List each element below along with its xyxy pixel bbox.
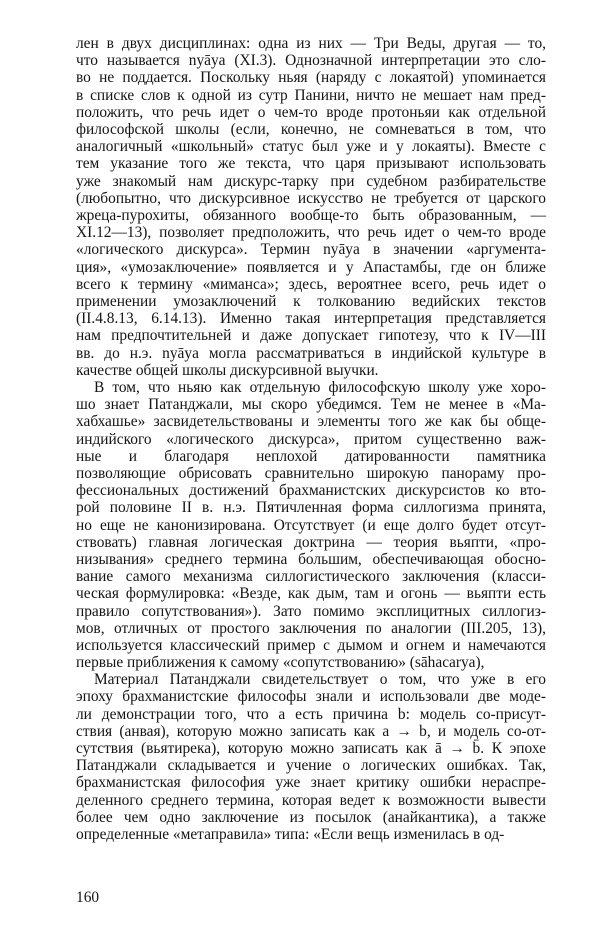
text-line: деленного среднего термина, которая ведет к возможности вывести [76,791,546,809]
text-line: жреца-пурохиты, обязанного вообще-то быть образованным, — [76,207,546,224]
text-line: позволяющие обрисовать сравнительно широкую панораму про- [76,464,546,482]
text-line: нам предпочтительней и даже допускает гипотезу, что к IV—III [76,327,546,345]
text-line: тем указание того же текста, что царя призывают использовать [76,155,546,173]
text-line: ция», «умозаключение» появляется и у Апастамбы, где он ближе [76,258,546,276]
text-line: уже знакомый нам дискурс-тарку при судебном разбирательстве [76,172,546,190]
text-line: но еще не канонизирована. Отсутствует (и еще долго будет отсут- [76,516,546,534]
text-line: аналогичный «школьный» статус был уже и у локаяты). Вместе с [76,138,546,156]
text-line: В том, что ньяю как отдельную философскую школу уже хоро- [94,378,546,396]
text-line: ли демонстрации того, что a есть причина b: модель со-присут- [76,705,546,723]
text-line: вание самого механизма силлогистического заключения (класси- [76,568,546,586]
text-line: более чем одно заключение из посылок (анайкантика), а также [76,808,546,826]
text-line: XI.12—13), позволяет предположить, что речь идет о чем-то вроде [76,224,546,242]
text-line: (любопытно, что дискурсивное искусство не требуется от царского [76,189,546,207]
page-number: 160 [76,889,100,906]
text-line: хабхашье» засвидетельствованы и элементы того же как бы обще- [76,413,546,431]
text-line: лен в двух дисциплинах: одна из них — Три Веды, другая — то, [76,35,546,52]
text-line: вв. до н.э. nyāya могла рассматриваться в индийской культуре в [76,344,546,362]
text-line: ствовать) главная логическая доктрина — теория вьяпти, «про- [76,533,546,551]
text-line: фессиональных достижений брахманистских дискурсистов ко вто- [76,482,546,500]
text-line: применении умозаключений к толкованию ведийских текстов [76,292,546,310]
text-line: Патанджали складывается и учение о логических ошибках. Так, [76,757,546,775]
text-line: шо знает Патанджали, мы скоро убедимся. Тем не менее в «Ма- [76,396,546,414]
text-line: ные и благодаря неплохой датированности памятника [76,447,546,465]
text-line: всего к термину «миманса»; здесь, вероятнее всего, речь идет о [76,275,546,293]
text-line: определенные «метаправила» типа: «Если вещь изменилась в од- [76,826,505,843]
text-line: положить, что речь идет о чем-то вроде протоньяи как отдельной [76,103,546,121]
text-line: первые приближения к самому «сопутствованию» (sāhacarya), [76,654,485,671]
text-line: используется классический пример с дымом и огнем и намечаются [76,636,546,654]
text-line: брахманистская философия уже знает критику ошибки нераспре- [76,774,546,792]
text-line: сутствия (вьятирека), которую можно записать как ā → b̄. К эпохе [76,740,546,757]
text-line: философской школы (если, конечно, не сомневаться в том, что [76,121,546,138]
text-line: мов, отличных от простого заключения по аналогии (III.205, 13), [76,619,546,637]
text-line: эпоху брахманистские философы знали и использовали две моде- [76,688,546,706]
text-line: индийского «логического дискурса», притом существенно важ- [76,430,546,448]
text-line: ческая формулировка: «Везде, как дым, там и огонь — вьяпти есть [76,585,546,603]
text-line: в списке слов к одной из сутр Панини, ничто не мешает нам пред- [76,86,546,104]
text-line: качестве общей школы дискурсивной выучки. [76,361,379,379]
text-line: что называется nyāya (XI.3). Однозначной интерпретации это сло- [76,52,546,70]
text-line: низывания» среднего термина бо́льшим, обеспечивающая обосно- [76,550,546,568]
text-line: правило сопутствования»). Зато помимо эксплицитных силлогиз- [76,602,546,620]
text-line: ствия (анвая), которую можно записать как a → b, и модель со-от- [76,722,546,740]
text-line: «логического дискурса». Термин nyāya в значении «аргумента- [76,241,546,259]
text-line: (II.4.8.13, 6.14.13). Именно такая интерпретация представляется [76,310,546,328]
text-line: Материал Патанджали свидетельствует о том, что уже в его [94,671,546,689]
text-line: во не поддается. Поскольку ньяя (наряду с локаятой) упоминается [76,69,546,87]
text-line: рой половине II в. н.э. Пятичленная форма силлогизма принята, [76,499,546,517]
